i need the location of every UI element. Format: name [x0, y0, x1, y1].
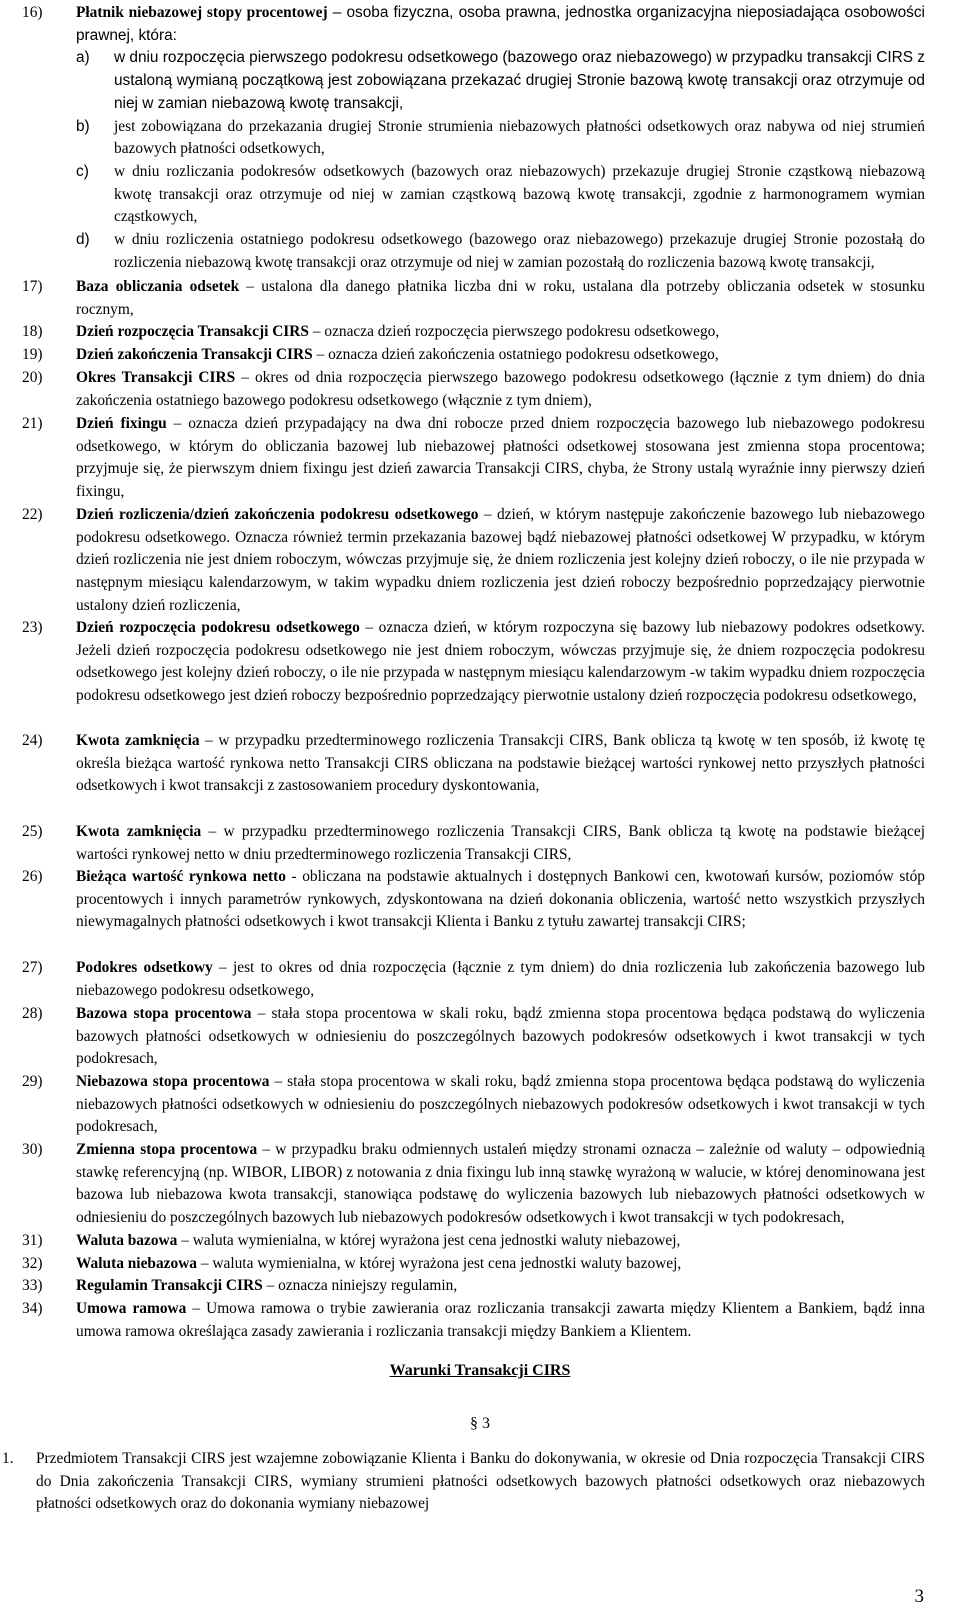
definition-item-17: 17) Baza obliczania odsetek – ustalona dla danego płatnika liczba dni w roku, ustalana dla potrzeby obliczania odsetek w stosunku rocznym, — [22, 278, 925, 318]
subitem-text: jest zobowiązana do przekazania drugiej Stronie strumienia niebazowych płatności odsetkowych oraz nabywa od niej strumień bazowych płatności odsetkowych, — [114, 117, 925, 158]
definition-text: – stała stopa procentowa w skali roku, bądź zmienna stopa procentowa będąca podstawą do wyliczenia bazowych płatności odsetkowych w odniesieniu do poszczególnych bazowych podokresów odsetkowych i kwot transakcji w tych podokresach, — [76, 1005, 925, 1068]
page-number: 3 — [914, 1586, 924, 1607]
definition-item-34: 34) Umowa ramowa – Umowa ramowa o trybie zawierania oraz rozliczania transakcji zawarta między Klientem a Bankiem, bądź inna umowa ramowa określająca zasady zawierania i rozliczania transakcji między Bankiem a Klientem. — [22, 1300, 926, 1340]
subitem-text: w dniu rozpoczęcia pierwszego podokresu odsetkowego (bazowego oraz niebazowego) w przypadku transakcji CIRS z ustaloną wymianą początkową jest zobowiązana przekazać drugiej Stronie bazową kwotę transakcji oraz otrzymuje od niej w zamian niebazową kwotę transakcji, — [114, 49, 925, 112]
definition-item-25: 25) Kwota zamknięcia – w przypadku przedterminowego rozliczenia Transakcji CIRS, Bank oblicza tą kwotę na podstawie bieżącej wartości rynkowej netto w dniu przedterminowego rozliczenia Transakcji CIRS, — [22, 823, 925, 863]
article-number: 1. — [2, 1450, 14, 1467]
definition-item-29: 29) Niebazowa stopa procentowa – stała stopa procentowa w skali roku, bądź zmienna stopa procentowa będąca podstawą do wyliczenia niebazowych płatności odsetkowych w odniesieniu do poszczególnych niebazowych podokresów odsetkowych i kwot transakcji w tych podokresach, — [22, 1073, 925, 1136]
subitem-c: c) w dniu rozliczania podokresów odsetkowych (bazowych oraz niebazowych) przekazuje drugiej Stronie cząstkową niebazową kwotę transakcji oraz otrzymuje od niej w zamian cząstkową bazową kwotę transakcji, zgodnie z harmonogramem wymian cząstkowych, — [76, 162, 925, 226]
definition-item-19: 19) Dzień zakończenia Transakcji CIRS – oznacza dzień zakończenia ostatniego podokresu odsetkowego, — [22, 346, 719, 363]
definition-text: – oznacza niniejszy regulamin, — [262, 1277, 458, 1294]
definition-item-22: 22) Dzień rozliczenia/dzień zakończenia podokresu odsetkowego – dzień, w którym następuje zakończenie bazowego lub niebazowego podokresu odsetkowego. Oznacza również termin przekazania bazowej bądź niebazowej płatności odsetkowej W przypadku, w którym dzień rozliczenia nie jest dniem roboczym, wówczas przyjmuje się, że dniem rozliczenia jest kolejny dzień roboczy, o ile nie przypada w następnym miesiącu kalendarzowym, w takim wypadku dniem rozliczenia jest dzień roboczy bezpośrednio poprzedzający pierwotnie ustalony dzień rozliczenia, — [22, 506, 925, 614]
definition-item-33: 33) Regulamin Transakcji CIRS – oznacza niniejszy regulamin, — [22, 1277, 458, 1294]
definition-text: – w przypadku przedterminowego rozliczenia Transakcji CIRS, Bank oblicza tą kwotę na podstawie bieżącej wartości rynkowej netto w dniu przedterminowego rozliczenia Transakcji CIRS, — [76, 823, 925, 863]
definition-text: - obliczana na podstawie aktualnych i dostępnych Bankowi cen, kwotowań kursów, poziomów stóp procentowych i innych parametrów rynkowych, zdyskontowana na dzień dokonania obliczenia, wartość netto wszystkich przyszłych niewymagalnych płatności odsetkowych i kwot transakcji Klienta i Banku z tytułu zawartej transakcji CIRS; — [76, 868, 925, 931]
definition-item-23: 23) Dzień rozpoczęcia podokresu odsetkowego – oznacza dzień, w którym rozpoczyna się bazowy lub niebazowy podokres odsetkowy. Jeżeli dzień rozpoczęcia podokresu odsetkowego nie jest dniem roboczym, wówczas przyjmuje się, że dniem rozpoczęcia podokresu odsetkowego jest kolejny dzień roboczy, o ile nie przypada w następnym miesiącu kalendarzowym -w takim wypadku dniem rozpoczęcia podokresu odsetkowego jest dzień roboczy bezpośrednio poprzedzający pierwotnie ustalony dzień rozpoczęcia podokresu odsetkowego, — [22, 619, 925, 705]
article-1 — [0, 1448, 960, 1516]
definition-text: – oznacza dzień, w którym rozpoczyna się bazowy lub niebazowy podokres odsetkowy. Jeżeli dzień rozpoczęcia podokresu odsetkowego nie jest dniem roboczym, wówczas przyjmuje się, że dniem rozpoczęcia podokresu odsetkowego jest kolejny dzień roboczy, o ile nie przypada w następnym miesiącu kalendarzowym -w takim wypadku dniem rozpoczęcia podokresu odsetkowego jest dzień roboczy bezpośrednio poprzedzający pierwotnie ustalony dzień rozpoczęcia podokresu odsetkowego, — [76, 619, 925, 705]
definition-item-27: 27) Podokres odsetkowy – jest to okres od dnia rozpoczęcia (łącznie z tym dniem) do dnia rozliczenia lub zakończenia bazowego lub niebazowego podokresu odsetkowego, — [22, 959, 925, 999]
definition-term: Baza obliczania odsetek — [76, 278, 240, 295]
definition-term: Dzień zakończenia Transakcji CIRS — [76, 346, 313, 363]
definition-term: Płatnik niebazowej stopy procentowej — [76, 4, 328, 21]
subitem-a: a) w dniu rozpoczęcia pierwszego podokresu odsetkowego (bazowego oraz niebazowego) w przypadku transakcji CIRS z ustaloną wymianą początkową jest zobowiązana przekazać drugiej Stronie bazową kwotę transakcji oraz otrzymuje od niej w zamian niebazową kwotę transakcji, — [76, 49, 925, 112]
article-text: Przedmiotem Transakcji CIRS jest wzajemne zobowiązanie Klienta i Banku do dokonywania, w okresie od Dnia rozpoczęcia Transakcji CIRS do Dnia zakończenia Transakcji CIRS, wymiany strumieni płatności odsetkowych bazowych płatności odsetkowych oraz niebazowych płatności odsetkowych oraz do dokonania wymiany niebazowej — [36, 1450, 925, 1513]
definition-term: Dzień rozpoczęcia podokresu odsetkowego — [76, 619, 360, 636]
definition-term: Dzień fixingu — [76, 415, 167, 432]
definition-item-24: 24) Kwota zamknięcia – w przypadku przedterminowego rozliczenia Transakcji CIRS, Bank oblicza tą kwotę w ten sposób, iż kwotę tę określa bieżąca wartość rynkowa netto Transakcji CIRS obliczana na podstawie bieżącej wartości rynkowej netto przyszłych płatności odsetkowych i kwot transakcji z zastosowaniem procedury dyskontowania, — [22, 732, 925, 795]
subitem-text: w dniu rozliczania podokresów odsetkowych (bazowych oraz niebazowych) przekazuje drugiej Stronie cząstkową niebazową kwotę transakcji oraz otrzymuje od niej w zamian cząstkową bazową kwotę transakcji, zgodnie z harmonogramem wymian cząstkowych, — [114, 162, 925, 226]
definition-term: Regulamin Transakcji CIRS — [76, 1277, 263, 1294]
definition-text: – w przypadku braku odmiennych ustaleń między stronami oznacza – zależnie od waluty – odpowiednią stawkę referencyjną (np. WIBOR, LIBOR) z notowania z dnia fixingu lub inną stawkę wyrażoną w walucie, w której denominowana jest bazowa lub niebazowa kwota transakcji, stanowiąca podstawę do wyliczenia bazowych lub niebazowych płatności odsetkowych w odniesieniu do poszczególnych bazowych lub niebazowych podokresów odsetkowych i kwot transakcji w tych podokresach, — [76, 1141, 926, 1227]
definition-text: – oznacza dzień zakończenia ostatniego podokresu odsetkowego, — [312, 346, 719, 363]
definition-item-20: 20) Okres Transakcji CIRS – okres od dnia rozpoczęcia pierwszego bazowego podokresu odsetkowego (łącznie z tym dniem) do dnia zakończenia ostatniego bazowego podokresu odsetkowego (włącznie z tym dniem), — [22, 369, 925, 409]
definition-text: – okres od dnia rozpoczęcia pierwszego bazowego podokresu odsetkowego (łącznie z tym dniem) do dnia zakończenia ostatniego bazowego podokresu odsetkowego (włącznie z tym dniem), — [76, 369, 925, 409]
definition-term: Bieżąca wartość rynkowa netto — [76, 868, 286, 885]
definition-text: – osoba fizyczna, osoba prawna, jednostka organizacyjna nieposiadająca osobowości prawnej, która: — [76, 4, 925, 44]
definition-text: – dzień, w którym następuje zakończenie bazowego lub niebazowego podokresu odsetkowego. Oznacza również termin przekazania bazowej bądź niebazowej płatności odsetkowej W przypadku, w którym dzień rozliczenia nie jest dniem roboczym, wówczas przyjmuje się, że dniem rozliczenia jest kolejny dzień roboczy, o ile nie przypada w następnym miesiącu kalendarzowym, w takim wypadku dniem rozliczenia jest dzień roboczy bezpośrednio poprzedzający pierwotnie ustalony dzień rozliczenia, — [76, 506, 925, 614]
subitem-d: d) w dniu rozliczenia ostatniego podokresu odsetkowego (bazowego oraz niebazowego) przekazuje drugiej Stronie pozostałą do rozliczenia niebazową kwotę transakcji oraz otrzymuje od niej w zamian pozostałą do rozliczenia bazową kwotę transakcji, — [76, 231, 925, 271]
paragraph-marker — [0, 1402, 960, 1446]
definition-term: Niebazowa stopa procentowa — [76, 1073, 270, 1090]
definition-text: – jest to okres od dnia rozpoczęcia (łącznie z tym dniem) do dnia rozliczenia lub zakończenia bazowego lub niebazowego podokresu odsetkowego, — [76, 959, 925, 999]
definition-term: Kwota zamknięcia — [76, 823, 202, 840]
definition-text: – ustalona dla danego płatnika liczba dni w roku, ustalana dla potrzeby obliczania odsetek w stosunku rocznym, — [76, 278, 925, 318]
definition-term: Okres Transakcji CIRS — [76, 369, 236, 386]
definition-term: Waluta niebazowa — [76, 1255, 197, 1272]
subitem-text: w dniu rozliczenia ostatniego podokresu odsetkowego (bazowego oraz niebazowego) przekazuje drugiej Stronie pozostałą do rozliczenia niebazową kwotę transakcji oraz otrzymuje od niej w zamian pozostałą do rozliczenia bazową kwotę transakcji, — [114, 231, 925, 271]
definition-item-18: 18) Dzień rozpoczęcia Transakcji CIRS – oznacza dzień rozpoczęcia pierwszego podokresu odsetkowego, — [22, 323, 720, 340]
definition-text: – oznacza dzień przypadający na dwa dni robocze przed dniem rozpoczęcia bazowego lub niebazowego podokresu odsetkowego, w którym do obliczania bazowej lub niebazowej płatności odsetkowej stosowana jest zmienna stopa procentowa; przyjmuje się, że pierwszym dniem fixingu jest dzień zawarcia Transakcji CIRS, chyba, że Strony ustalą wyraźnie inny pierwszy dzień fixingu, — [76, 415, 925, 501]
definition-item-26: 26) Bieżąca wartość rynkowa netto - obliczana na podstawie aktualnych i dostępnych Bankowi cen, kwotowań kursów, poziomów stóp procentowych i innych parametrów rynkowych, zdyskontowana na dzień dokonania obliczenia, wartość netto wszystkich przyszłych niewymagalnych płatności odsetkowych i kwot transakcji Klienta i Banku z tytułu zawartej transakcji CIRS; — [22, 868, 925, 931]
definition-term: Zmienna stopa procentowa — [76, 1141, 258, 1158]
definition-text: – Umowa ramowa o trybie zawierania oraz rozliczania transakcji zawarta między Klientem a Bankiem, bądź inna umowa ramowa określająca zasady zawierania i rozliczania transakcji między Bankiem a Klientem. — [76, 1300, 926, 1340]
definition-term: Waluta bazowa — [76, 1232, 178, 1249]
definition-item-16 — [0, 2, 960, 274]
definition-term: Podokres odsetkowy — [76, 959, 213, 976]
paragraph-number: 3 — [482, 1415, 490, 1432]
section-heading: Warunki Transakcji CIRS — [389, 1362, 571, 1379]
definition-item-28: 28) Bazowa stopa procentowa – stała stopa procentowa w skali roku, bądź zmienna stopa procentowa będąca podstawą do wyliczenia bazowych płatności odsetkowych w odniesieniu do poszczególnych bazowych podokresów odsetkowych i kwot transakcji w tych podokresach, — [22, 1005, 925, 1068]
definition-term: Dzień rozliczenia/dzień zakończenia podokresu odsetkowego — [76, 506, 479, 523]
definition-text: – oznacza dzień rozpoczęcia pierwszego podokresu odsetkowego, — [308, 323, 720, 340]
definition-text: – waluta wymienialna, w której wyrażona jest cena jednostki waluty niebazowej, — [177, 1232, 681, 1249]
paragraph-symbol: § — [470, 1415, 478, 1432]
subitem-b: b) jest zobowiązana do przekazania drugiej Stronie strumienia niebazowych płatności odsetkowych oraz nabywa od niej strumień bazowych płatności odsetkowych, — [76, 117, 925, 158]
definition-term: Kwota zamknięcia — [76, 732, 200, 749]
item-number: 16) — [22, 4, 43, 21]
definition-term: Dzień rozpoczęcia Transakcji CIRS — [76, 323, 309, 340]
definition-item-32: 32) Waluta niebazowa – waluta wymienialna, w której wyrażona jest cena jednostki waluty bazowej, — [22, 1255, 682, 1272]
definition-term: Bazowa stopa procentowa — [76, 1005, 252, 1022]
definition-text: – waluta wymienialna, w której wyrażona jest cena jednostki waluty bazowej, — [197, 1255, 682, 1272]
definition-text: – stała stopa procentowa w skali roku, bądź zmienna stopa procentowa będąca podstawą do wyliczenia niebazowych płatności odsetkowych w odniesieniu do poszczególnych niebazowych podokresów odsetkowych i kwot transakcji w tych podokresach, — [76, 1073, 925, 1136]
definition-text: – w przypadku przedterminowego rozliczenia Transakcji CIRS, Bank oblicza tą kwotę w ten sposób, iż kwotę tę określa bieżąca wartość rynkowa netto Transakcji CIRS obliczana na podstawie bieżącej wartości rynkowej netto przyszłych płatności odsetkowych i kwot transakcji z zastosowaniem procedury dyskontowania, — [76, 732, 925, 795]
definition-term: Umowa ramowa — [76, 1300, 187, 1317]
definition-item-30: 30) Zmienna stopa procentowa – w przypadku braku odmiennych ustaleń między stronami oznacza – zależnie od waluty – odpowiednią stawkę referencyjną (np. WIBOR, LIBOR) z notowania z dnia fixingu lub inną stawkę wyrażoną w walucie, w której denominowana jest bazowa lub niebazowa kwota transakcji, stanowiąca podstawę do wyliczenia bazowych lub niebazowych płatności odsetkowych w odniesieniu do poszczególnych bazowych lub niebazowych podokresów odsetkowych i kwot transakcji w tych podokresach, — [22, 1141, 926, 1227]
definition-item-31: 31) Waluta bazowa – waluta wymienialna, w której wyrażona jest cena jednostki waluty niebazowej, — [22, 1232, 681, 1249]
definition-item-21: 21) Dzień fixingu – oznacza dzień przypadający na dwa dni robocze przed dniem rozpoczęcia bazowego lub niebazowego podokresu odsetkowego, w którym do obliczania bazowej lub niebazowej płatności odsetkowej stosowana jest zmienna stopa procentowa; przyjmuje się, że pierwszym dniem fixingu jest dzień zawarcia Transakcji CIRS, chyba, że Strony ustalą wyraźnie inny pierwszy dzień fixingu, — [22, 415, 925, 501]
